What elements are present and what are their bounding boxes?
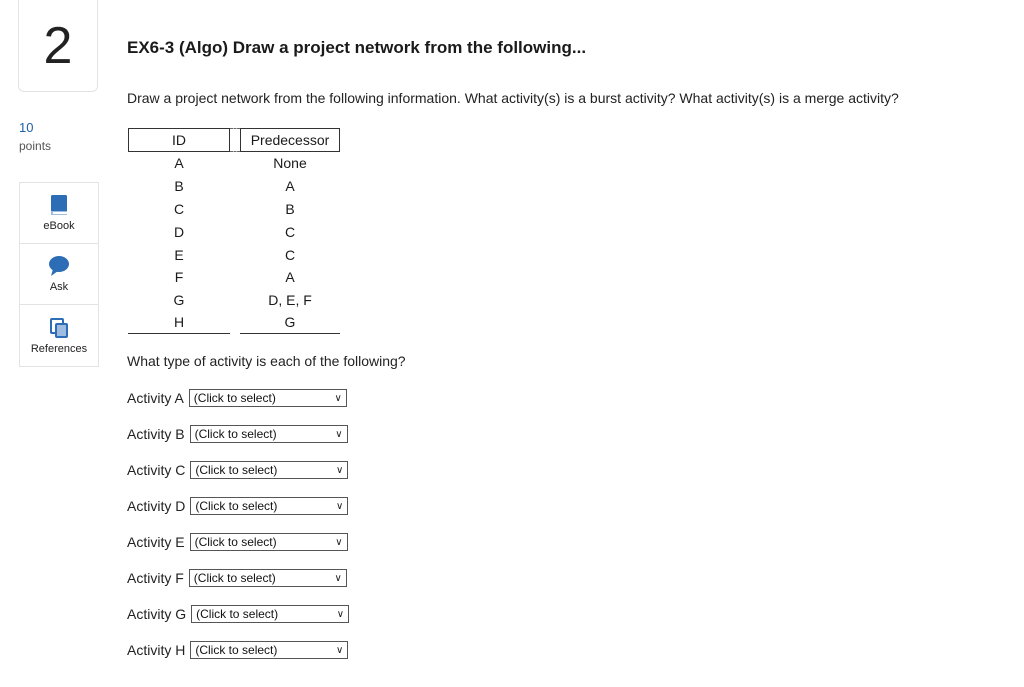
activity-a-select[interactable] <box>189 389 347 407</box>
table-row <box>128 220 340 243</box>
cell-predecessor: B <box>285 200 295 217</box>
references-button[interactable] <box>20 305 98 366</box>
activity-f-select[interactable] <box>189 569 347 587</box>
table-divider <box>230 128 240 129</box>
chevron-down-icon: ∨ <box>336 644 344 656</box>
cell-id: G <box>173 292 185 309</box>
question-prompt: Draw a project network from the following information. What activity(s) is a burst activity? What activity(s) is a merge activity? <box>127 90 899 106</box>
select-value: (Click to select) <box>194 427 277 441</box>
table-row <box>128 312 340 335</box>
table-row <box>128 175 340 198</box>
references-label: References <box>30 342 88 355</box>
cell-id: E <box>174 246 184 263</box>
cell-predecessor: C <box>284 223 296 240</box>
cell-id: D <box>173 223 185 240</box>
header-predecessor: Predecessor <box>240 128 340 152</box>
select-value: (Click to select) <box>196 607 279 621</box>
cell-predecessor: A <box>285 269 295 286</box>
points-label: points <box>19 139 52 153</box>
activity-label: Activity C <box>127 462 186 478</box>
activity-row-g <box>127 604 349 624</box>
table-divider <box>230 151 240 152</box>
cell-predecessor: G <box>240 312 340 335</box>
activity-c-select[interactable] <box>190 461 348 479</box>
activity-row-h <box>127 640 348 660</box>
table-row <box>128 152 340 175</box>
select-value: (Click to select) <box>193 571 276 585</box>
activity-label: Activity D <box>127 498 186 514</box>
chevron-down-icon: ∨ <box>335 536 343 548</box>
activity-question: What type of activity is each of the following? <box>127 353 406 369</box>
activity-row-e <box>127 532 348 552</box>
chat-bubble-icon <box>48 255 70 277</box>
activity-b-select[interactable] <box>190 425 348 443</box>
cell-predecessor: C <box>284 246 296 263</box>
question-title: EX6-3 (Algo) Draw a project network from the following... <box>127 38 587 57</box>
activity-row-a <box>127 388 347 408</box>
table-row <box>128 266 340 289</box>
ask-label: Ask <box>49 281 69 293</box>
activity-label: Activity E <box>127 534 185 550</box>
select-value: (Click to select) <box>195 463 278 477</box>
table-row <box>128 243 340 266</box>
activity-label: Activity B <box>127 426 185 442</box>
select-value: (Click to select) <box>195 643 278 657</box>
table-header <box>128 128 340 152</box>
activity-row-f <box>127 568 347 588</box>
predecessor-table <box>128 128 340 334</box>
cell-predecessor: A <box>285 178 295 195</box>
ebook-label: eBook <box>43 220 75 232</box>
activity-d-select[interactable] <box>190 497 348 515</box>
header-id: ID <box>128 128 230 152</box>
chevron-down-icon: ∨ <box>334 392 342 404</box>
cell-id: C <box>173 200 185 217</box>
cell-id: F <box>174 269 184 286</box>
cell-id: A <box>174 155 184 172</box>
chevron-down-icon: ∨ <box>336 464 344 476</box>
resource-sidebar <box>19 182 99 367</box>
book-icon <box>48 194 70 216</box>
select-value: (Click to select) <box>195 499 278 513</box>
cell-id: B <box>174 178 184 195</box>
activity-row-d <box>127 496 348 516</box>
activity-g-select[interactable] <box>191 605 349 623</box>
activity-label: Activity F <box>127 570 184 586</box>
copy-icon <box>48 317 70 339</box>
activity-h-select[interactable] <box>190 641 348 659</box>
cell-id: H <box>128 312 230 335</box>
points-value: 10 <box>19 120 34 135</box>
chevron-down-icon: ∨ <box>335 428 343 440</box>
activity-e-select[interactable] <box>190 533 348 551</box>
chevron-down-icon: ∨ <box>334 572 342 584</box>
chevron-down-icon: ∨ <box>336 500 344 512</box>
activity-label: Activity G <box>127 606 187 622</box>
activity-label: Activity H <box>127 642 186 658</box>
activity-row-b <box>127 424 348 444</box>
table-row <box>128 198 340 221</box>
chevron-down-icon: ∨ <box>336 608 345 620</box>
cell-predecessor: D, E, F <box>268 292 312 309</box>
ebook-button[interactable] <box>20 183 98 244</box>
table-row <box>128 289 340 312</box>
ask-button[interactable] <box>20 244 98 305</box>
cell-predecessor: None <box>273 155 307 172</box>
question-number: 2 <box>18 0 98 92</box>
activity-row-c <box>127 460 348 480</box>
select-value: (Click to select) <box>193 391 276 405</box>
select-value: (Click to select) <box>194 535 277 549</box>
activity-label: Activity A <box>127 390 184 406</box>
